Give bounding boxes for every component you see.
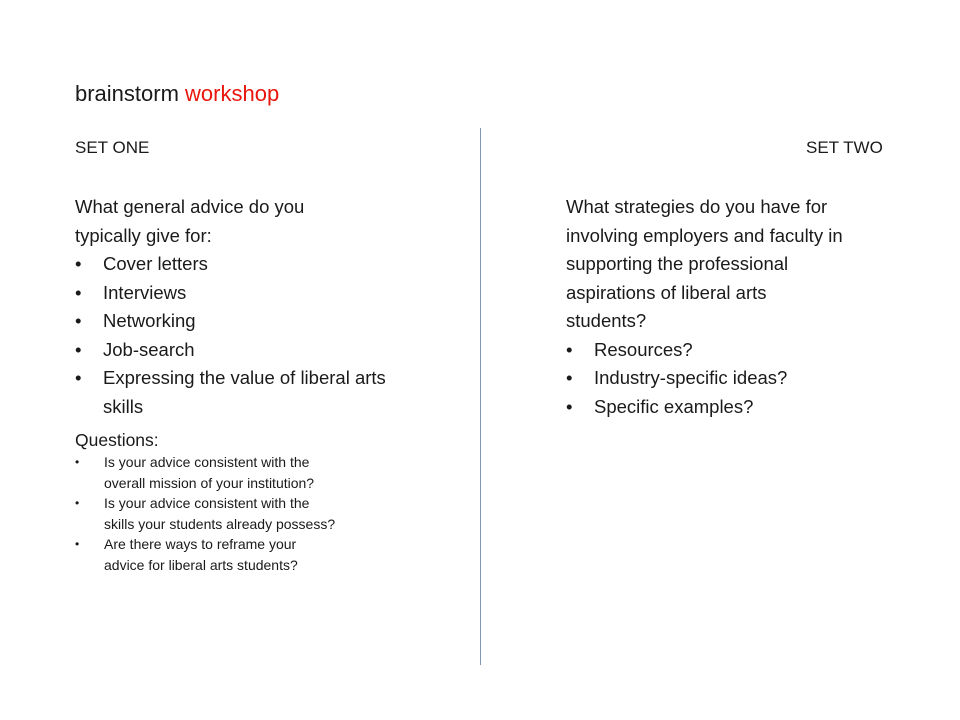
list-item: • Job-search — [75, 336, 405, 365]
set-one-column — [75, 193, 405, 575]
question-item: • Are there ways to reframe your advice for liberal arts students? — [75, 534, 340, 575]
list-item: • Cover letters — [75, 250, 405, 279]
list-item: • Networking — [75, 307, 405, 336]
set-two-label: SET TWO — [806, 138, 883, 157]
column-divider — [480, 128, 481, 665]
question-item: • Is your advice consistent with the overall mission of your institution? — [75, 452, 340, 493]
set-two-lead: What strategies do you have for involving employers and faculty in supporting the professional aspirations of liberal arts students? — [566, 196, 843, 331]
list-item: • Industry-specific ideas? — [566, 364, 856, 393]
list-item: • Expressing the value of liberal arts skills — [75, 364, 405, 421]
set-one-label: SET ONE — [75, 138, 150, 157]
set-one-list — [75, 250, 405, 421]
questions-list — [75, 452, 340, 575]
title-accent: workshop — [185, 81, 280, 106]
questions-heading: Questions: — [75, 430, 159, 450]
set-two-list — [566, 336, 856, 422]
list-item: • Specific examples? — [566, 393, 856, 422]
set-two-column — [566, 193, 856, 421]
set-one-lead: What general advice do you typically give for: — [75, 196, 305, 246]
list-item: • Interviews — [75, 279, 405, 308]
slide-title — [75, 80, 279, 108]
list-item: • Resources? — [566, 336, 856, 365]
question-item: • Is your advice consistent with the skills your students already possess? — [75, 493, 340, 534]
title-main: brainstorm — [75, 81, 179, 106]
